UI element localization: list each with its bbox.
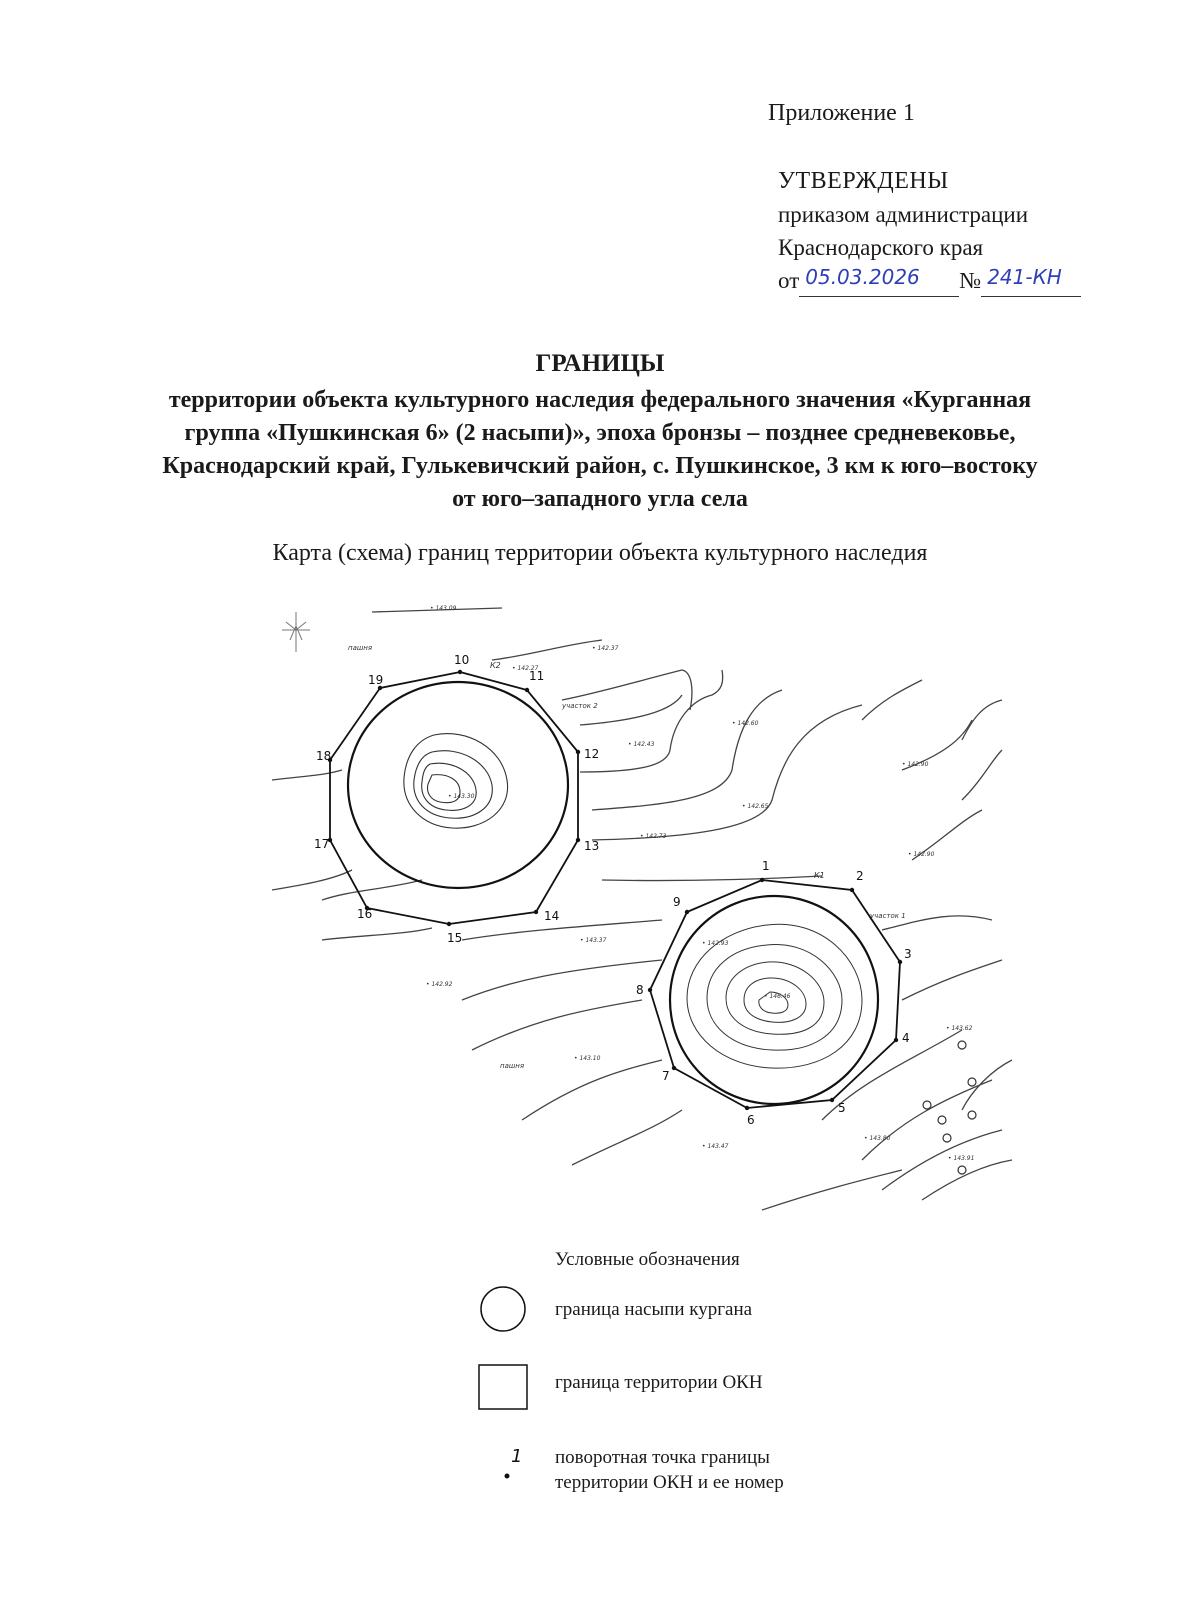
field-label: пашня <box>348 644 373 652</box>
elevation-mark: • 143.62 <box>946 1025 973 1032</box>
k2-point-label-12: 12 <box>584 747 600 761</box>
k2-point-14 <box>534 910 538 914</box>
k1-point-9 <box>685 910 689 914</box>
k2-point-13 <box>576 838 580 842</box>
k1-point-3 <box>898 960 902 964</box>
k1-point-label-8: 8 <box>636 983 644 997</box>
field-label: пашня <box>500 1062 525 1070</box>
k2-point-label-17: 17 <box>314 837 330 851</box>
k2-point-label-10: 10 <box>454 653 470 667</box>
k2-point-label-16: 16 <box>357 907 373 921</box>
mound-k2-contours <box>404 734 508 829</box>
number-field <box>981 265 1081 297</box>
territory-boundary-legend-icon <box>477 1361 533 1413</box>
order-line-1: приказом администрации <box>778 202 1029 227</box>
elevation-mark: • 142.73 <box>640 833 667 840</box>
legend-title: Условные обозначения <box>555 1249 740 1270</box>
turning-point-sample-number: 1 <box>511 1446 523 1467</box>
date-handwritten: 05.03.2026 <box>805 265 920 289</box>
north-arrow-icon <box>282 612 310 652</box>
k1-point-label-7: 7 <box>662 1069 670 1083</box>
elevation-mark: • 142.65 <box>742 803 769 810</box>
elevation-mark: • 142.60 <box>732 720 759 727</box>
number-handwritten: 241-КН <box>987 265 1062 289</box>
k2-point-15 <box>447 922 451 926</box>
legend-turning-point-line2: территории ОКН и ее номер <box>555 1472 784 1493</box>
k1-point-6 <box>745 1106 749 1110</box>
elevation-mark: • 142.43 <box>628 741 655 748</box>
appendix-label: Приложение 1 <box>768 100 915 126</box>
k2-point-label-14: 14 <box>544 909 560 923</box>
terrain-contours <box>272 608 1012 1210</box>
mound-label: К1 <box>814 871 825 880</box>
order-line-2: Краснодарского края <box>778 235 984 260</box>
k2-point-12 <box>576 750 580 754</box>
mound-top-elevation: • 143.30 <box>448 793 475 800</box>
elevation-mark: • 142.93 <box>702 940 729 947</box>
elevation-mark: • 143.80 <box>864 1135 891 1142</box>
mound-top-elevation: • 146.46 <box>764 993 791 1000</box>
plot-label: участок 2 <box>562 702 598 710</box>
k1-point-label-9: 9 <box>673 895 681 909</box>
mound-boundary-legend-icon <box>477 1283 533 1333</box>
boundary-map <box>262 600 1022 1220</box>
elevation-mark: • 143.09 <box>430 605 457 612</box>
k1-point-label-3: 3 <box>904 947 912 961</box>
k2-point-label-13: 13 <box>584 839 600 853</box>
k2-point-label-18: 18 <box>316 749 332 763</box>
elevation-mark: • 143.10 <box>574 1055 601 1062</box>
elevation-mark: • 143.47 <box>702 1143 729 1150</box>
k1-point-5 <box>830 1098 834 1102</box>
legend-turning-point <box>555 1445 784 1495</box>
k1-point-7 <box>672 1066 676 1070</box>
k1-point-2 <box>850 888 854 892</box>
date-field <box>799 265 959 297</box>
map-caption: Карта (схема) границ территории объекта культурного наследия <box>272 540 928 566</box>
k2-point-10 <box>458 670 462 674</box>
k2-point-11 <box>525 688 529 692</box>
approved-heading: УТВЕРЖДЕНЫ <box>778 168 949 194</box>
k2-point-label-15: 15 <box>447 931 463 945</box>
elevation-mark: • 143.37 <box>580 937 607 944</box>
k1-point-8 <box>648 988 652 992</box>
k1-point-1 <box>760 878 764 882</box>
plot-label: участок 1 <box>870 912 906 920</box>
elevation-mark: • 142.27 <box>512 665 539 672</box>
k1-point-4 <box>894 1038 898 1042</box>
elevation-mark: • 142.92 <box>426 981 453 988</box>
date-prefix: от <box>778 268 800 293</box>
elevation-mark: • 142.90 <box>902 761 929 768</box>
k1-point-label-1: 1 <box>762 859 770 873</box>
number-prefix: № <box>959 268 982 293</box>
k1-point-label-6: 6 <box>747 1113 755 1127</box>
elevation-mark: • 142.90 <box>908 851 935 858</box>
document-subtitle: территории объекта культурного наследия федерального значения «Курганная группа «Пушкинская 6» (2 насыпи)», эпоха бронзы – позднее средневековье, Краснодарский край, Гулькевичский район, с. Пушкинское, 3 км к юго–востоку от юго–западного угла села <box>162 387 1038 512</box>
elevation-mark: • 143.91 <box>948 1155 975 1162</box>
elevation-mark: • 142.37 <box>592 645 619 652</box>
turning-point-legend-icon <box>477 1440 533 1490</box>
document-title: ГРАНИЦЫ <box>535 350 665 377</box>
legend-mound-boundary: граница насыпи кургана <box>555 1299 753 1320</box>
k1-point-label-2: 2 <box>856 869 864 883</box>
turning-points <box>314 653 912 1127</box>
k2-point-label-19: 19 <box>368 673 384 687</box>
legend-turning-point-line1: поворотная точка границы <box>555 1447 770 1468</box>
mound-k1-boundary <box>670 896 878 1104</box>
k1-point-label-5: 5 <box>838 1101 846 1115</box>
legend-territory-boundary: граница территории ОКН <box>555 1372 763 1393</box>
k2-point-label-11: 11 <box>529 669 545 683</box>
order-date-line <box>778 264 1081 297</box>
k1-point-label-4: 4 <box>902 1031 910 1045</box>
mound-label: К2 <box>490 661 501 670</box>
approval-block <box>778 165 1081 297</box>
